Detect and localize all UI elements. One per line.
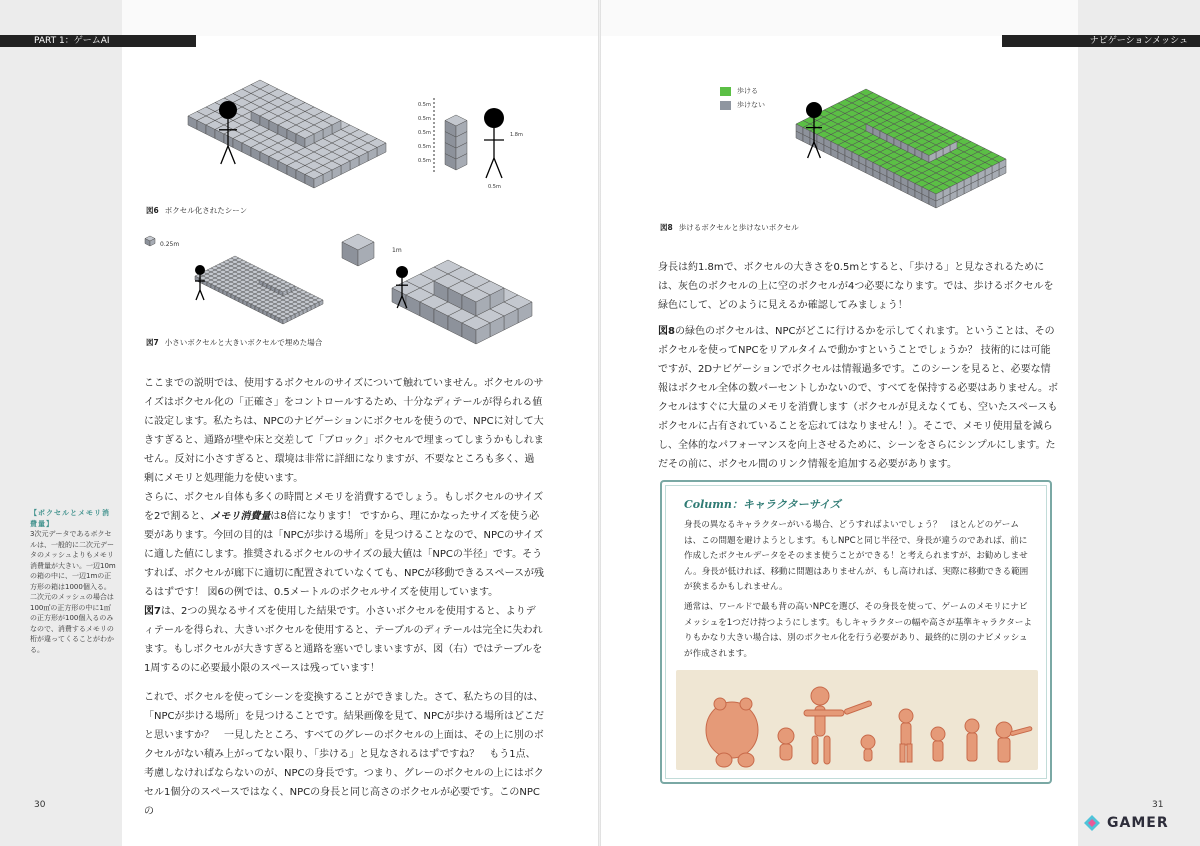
right-paragraph-1: 身長は約1.8mで、ボクセルの大きさを0.5mとすると、「歩ける」と見なされるためには、灰色のボクセルの上に空のボクセルが4つ必要になります。では、歩けるボクセルを緑色にして、どのように見えるか確認してみましょう！ — [658, 262, 1054, 311]
right-paragraph-2 — [658, 322, 1058, 474]
running-header-right: ナビゲーションメッシュ — [1002, 35, 1200, 47]
figure-6-label: 図6 — [146, 206, 159, 215]
column-paragraph-1: 身長の異なるキャラクターがいる場合、どうすればよいでしょう？ ほとんどのゲームは、この問題を避けようとします。もしNPCと同じ半径で、身長が違うのであれば、前に作成したボクセルデータをそのまま使うことができる！と考えられますが、お勧めしません。身長が低ければ、移動に問題はありませんが、もし高ければ、実際に移動できる範囲が狭まるかもしれません。 — [684, 520, 1029, 592]
left-paragraph-3 — [144, 602, 544, 678]
npc-figure-part — [806, 102, 822, 118]
sidenote-voxel-memory — [30, 508, 116, 655]
gamer-watermark — [1083, 814, 1169, 832]
figure-7-small-voxels — [140, 236, 330, 328]
column-character-illustration — [676, 670, 1038, 770]
large-voxel-label: 1m — [392, 247, 402, 254]
dimension-label: 0.5m — [418, 144, 431, 150]
npc-figure-part — [221, 146, 228, 164]
figure-7-reference: 図7 — [144, 606, 161, 617]
left-paragraph-1: ここまでの説明では、使用するボクセルのサイズについて触れていません。ボクセルのサイズはボクセル化の「正確さ」をコントロールするため、十分なディテールが得られる値に設定します。私たちは、NPCのナビゲーションにボクセルを使うので、NPCに対して大きすぎると、通路が壁や床と交差して「ブロック」ボクセルで埋まってしまうかもしれません。反対に小さすぎると、環境は非常に詳細になりますが、不要なところも多く、過剰にメモリと処理能力を使います。 — [144, 378, 544, 484]
npc-figure-part — [486, 158, 494, 178]
page-number-right: 31 — [1152, 800, 1164, 810]
npc-figure-part — [228, 146, 235, 164]
running-header-left: PART 1：ゲームAI — [0, 35, 196, 47]
memory-usage-emphasis: メモリ消費量 — [210, 511, 271, 522]
left-paragraph-2-b: は8倍になります！ ですから、理にかなったサイズを使う必要があります。今回の目的は「NPCが歩ける場所」を見つけることなので、NPCのサイズに適した値にします。推奨されるボクセルのサイズの最大値は「NPCの半径」です。そうすれば、ボクセルが廊下に適切に配置されていなくても、NPCが移動できるスペースが残るはずです！ 図6の例では、0.5メートルのボクセルサイズを使用しています。 — [144, 511, 544, 598]
figure-7-caption-text: 小さいボクセルと大きいボクセルで埋めた場合 — [164, 338, 323, 347]
npc-figure-part — [196, 290, 200, 300]
figure-6-dimension-diagram — [418, 92, 528, 192]
gamer-logo-icon — [1083, 814, 1101, 832]
npc-figure-part — [396, 266, 408, 278]
npc-figure-part — [200, 290, 204, 300]
npc-figure-part — [219, 101, 237, 119]
dimension-label: 0.5m — [418, 116, 431, 122]
figure-8-reference: 図8 — [658, 326, 675, 337]
figure-7-caption — [146, 337, 322, 348]
figure-8-walkable-voxels — [716, 96, 1006, 208]
legend-walkable-label: 歩ける — [737, 87, 758, 95]
dimension-label: 0.5m — [418, 158, 431, 164]
dimension-label: 0.5m — [418, 130, 431, 136]
small-voxel-label: 0.25m — [160, 241, 180, 248]
walkable-swatch — [720, 87, 731, 96]
left-paragraph-3-text: は、2つの異なるサイズを使用した結果です。小さいボクセルを使用すると、よりディテールを得られ、大きいボクセルを使用すると、テーブルのディテールは完全に失われます。もしボクセルが大きすぎると通路を塞いでしまいますが、図（右）ではテーブルを1周するのに必要最小限のスペースは残っています！ — [144, 606, 543, 674]
page-number-left: 30 — [34, 800, 46, 810]
left-paragraph-2 — [144, 488, 544, 602]
page-gutter — [598, 0, 601, 846]
sidenote-heading: 【ボクセルとメモリ消費量】 — [30, 509, 110, 528]
left-paragraph-2-a: さらに、ボクセル自体も多くの時間とメモリを消費するでしょう。もしボクセルのサイズを2で割ると、 — [144, 492, 544, 522]
figure-6-caption — [146, 205, 247, 216]
figure-8-caption — [660, 222, 799, 233]
right-margin — [1078, 0, 1200, 846]
left-margin — [0, 0, 122, 846]
npc-figure-part — [195, 265, 205, 275]
column-title: Column：キャラクターサイズ — [684, 498, 841, 511]
figure-7-large-voxels — [338, 230, 538, 342]
width-label: 0.5m — [488, 184, 501, 190]
column-paragraph-2: 通常は、ワールドで最も背の高いNPCを選び、その身長を使って、ゲームのメモリにナビメッシュを1つだけ持つようにします。もしキャラクターの幅や高さが基準キャラクターよりもかなり大きい場合は、別のボクセル化を行う必要があり、最終的に別のナビメッシュが作成されます。 — [684, 602, 1033, 659]
character-lineup-art — [676, 670, 1038, 770]
npc-figure-part — [494, 158, 502, 178]
left-paragraph-4: これで、ボクセルを使ってシーンを変換することができました。さて、私たちの目的は、「NPCが歩ける場所」を見つけることです。結果画像を見て、NPCが歩ける場所はどこだと思いますか？ 一見したところ、すべてのグレーのボクセルの上面は、その上に別のボクセルがない積み上がってない限り、「歩ける」と見なされるはずですね？ もう1点、考慮しなければならないのが、NPCの身長です。つまり、グレーのボクセルの上にはボクセル1個分のスペースではなく、NPCの身長と同じ高さのボクセルが必要です。このNPCの — [144, 692, 544, 817]
height-label: 1.8m — [510, 132, 523, 138]
column-character-size — [660, 480, 1052, 784]
figure-7-label: 図7 — [146, 338, 159, 347]
legend-unwalkable-label: 歩けない — [737, 101, 765, 109]
dimension-label: 0.5m — [418, 102, 431, 108]
figure-6-caption-text: ボクセル化されたシーン — [164, 206, 248, 215]
figure-8-caption-text: 歩けるボクセルと歩けないボクセル — [678, 223, 799, 232]
npc-figure-part — [484, 108, 504, 128]
figure-6-voxel-scene — [140, 80, 410, 190]
figure-8-label: 図8 — [660, 223, 673, 232]
sidenote-body: 3次元データであるボクセルは、一般的に二次元データのメッシュよりもメモリ消費量が大きい。一辺10mの箱の中に、一辺1mの正方形の箱は1000個入る。二次元のメッシュの場合は100㎡の正方形の中に1㎡の正方形が100個入るのみなので、消費するメモリの桁が違ってくることがわかる。 — [30, 530, 116, 654]
watermark-text: GAMER — [1107, 815, 1169, 831]
right-paragraph-2-text: の緑色のボクセルは、NPCがどこに行けるかを示してくれます。ということは、そのボクセルを使ってNPCをリアルタイムで動かすということでしょうか？ 技術的には可能ですが、2Dナビゲーションでボクセルは情報過多です。このシーンを見ると、必要な情報はボクセル全体の数パーセントしかないので、すべてを保持する必要はありません。ボクセルはすぐに大量のメモリを消費します（ボクセルが見えなくても、空いたスペースもボクセルに占有されていることを忘れてはなりません！）。そこで、メモリ使用量を減らし、全体的なパフォーマンスを向上させるために、シーンをさらにシンプルにします。ただその前に、ボクセル間のリンク情報を追加する必要があります。 — [658, 326, 1058, 470]
